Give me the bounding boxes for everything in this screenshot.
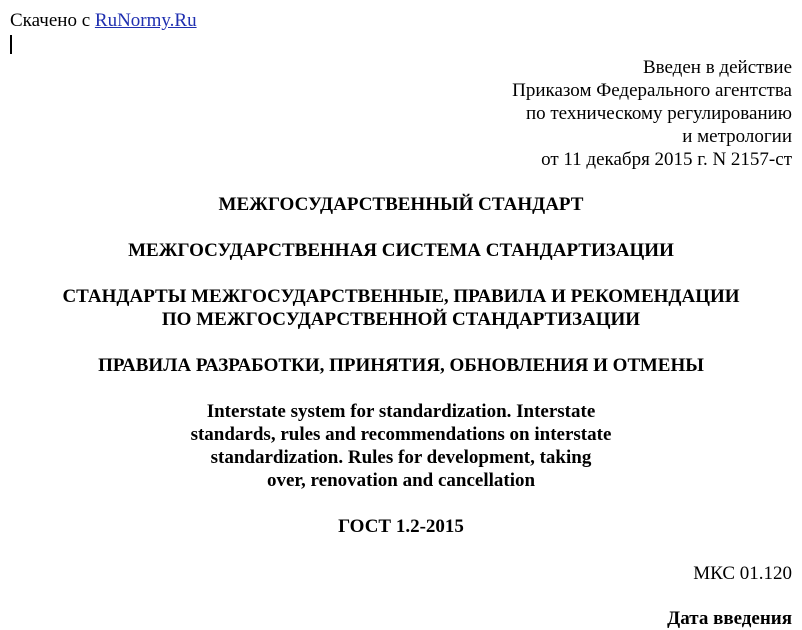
source-link[interactable]: RuNormy.Ru [94,10,197,31]
source-prefix: Скачено с [10,10,95,31]
english-title [0,400,802,492]
heading-line: ПО МЕЖГОСУДАРСТВЕННОЙ СТАНДАРТИЗАЦИИ [161,309,641,330]
english-title-line: standardization. Rules for development, taking [210,447,592,468]
english-title-line: Interstate system for standardization. Interstate [206,401,596,422]
heading-text: МЕЖГОСУДАРСТВЕННАЯ СИСТЕМА СТАНДАРТИЗАЦИИ [128,240,674,261]
enactment-line: по техническому регулированию [525,103,792,124]
gost-number: ГОСТ 1.2-2015 [338,516,464,537]
enactment-line: от 11 декабря 2015 г. N 2157-ст [541,149,792,170]
system-heading [0,239,802,262]
enactment-note [512,56,792,171]
english-title-line: over, renovation and cancellation [266,470,536,491]
enactment-line: Введен в действие [642,57,792,78]
intro-date-label: Дата введения [667,608,792,629]
heading-text: ПРАВИЛА РАЗРАБОТКИ, ПРИНЯТИЯ, ОБНОВЛЕНИЯ И ОТМЕНЫ [98,355,704,376]
heading-text: МЕЖГОСУДАРСТВЕННЫЙ СТАНДАРТ [218,194,584,215]
mks-code: МКС 01.120 [693,563,792,584]
interstate-standard-heading [0,193,802,216]
subject-heading [0,285,802,331]
heading-line: СТАНДАРТЫ МЕЖГОСУДАРСТВЕННЫЕ, ПРАВИЛА И РЕКОМЕНДАЦИИ [62,286,740,307]
rules-heading [0,354,802,377]
text-cursor [10,35,12,54]
enactment-line: Приказом Федерального агентства [512,80,792,101]
gost-designation [0,515,802,538]
english-title-line: standards, rules and recommendations on interstate [190,424,612,445]
source-line [10,9,197,32]
enactment-line: и метрологии [682,126,792,147]
